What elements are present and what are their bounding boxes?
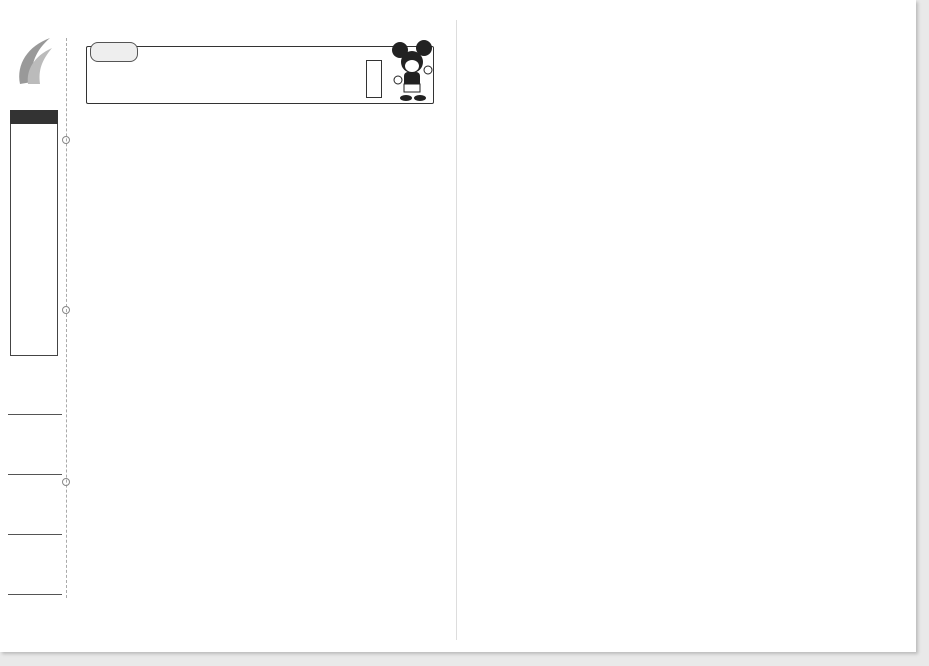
logo-icon [10, 34, 56, 90]
subject-tag [366, 60, 382, 98]
badge [90, 42, 138, 62]
notice-title [10, 110, 58, 124]
field-line-id[interactable] [8, 594, 62, 595]
cartoon-mouse-icon [390, 40, 434, 102]
field-line-class[interactable] [8, 474, 62, 475]
field-line-name[interactable] [8, 534, 62, 535]
seal-mark [62, 478, 70, 486]
field-line-school[interactable] [8, 414, 62, 415]
seal-line [66, 38, 67, 598]
column-divider [456, 20, 457, 640]
notice-box [10, 110, 58, 356]
seal-mark [62, 136, 70, 144]
seal-mark [62, 306, 70, 314]
